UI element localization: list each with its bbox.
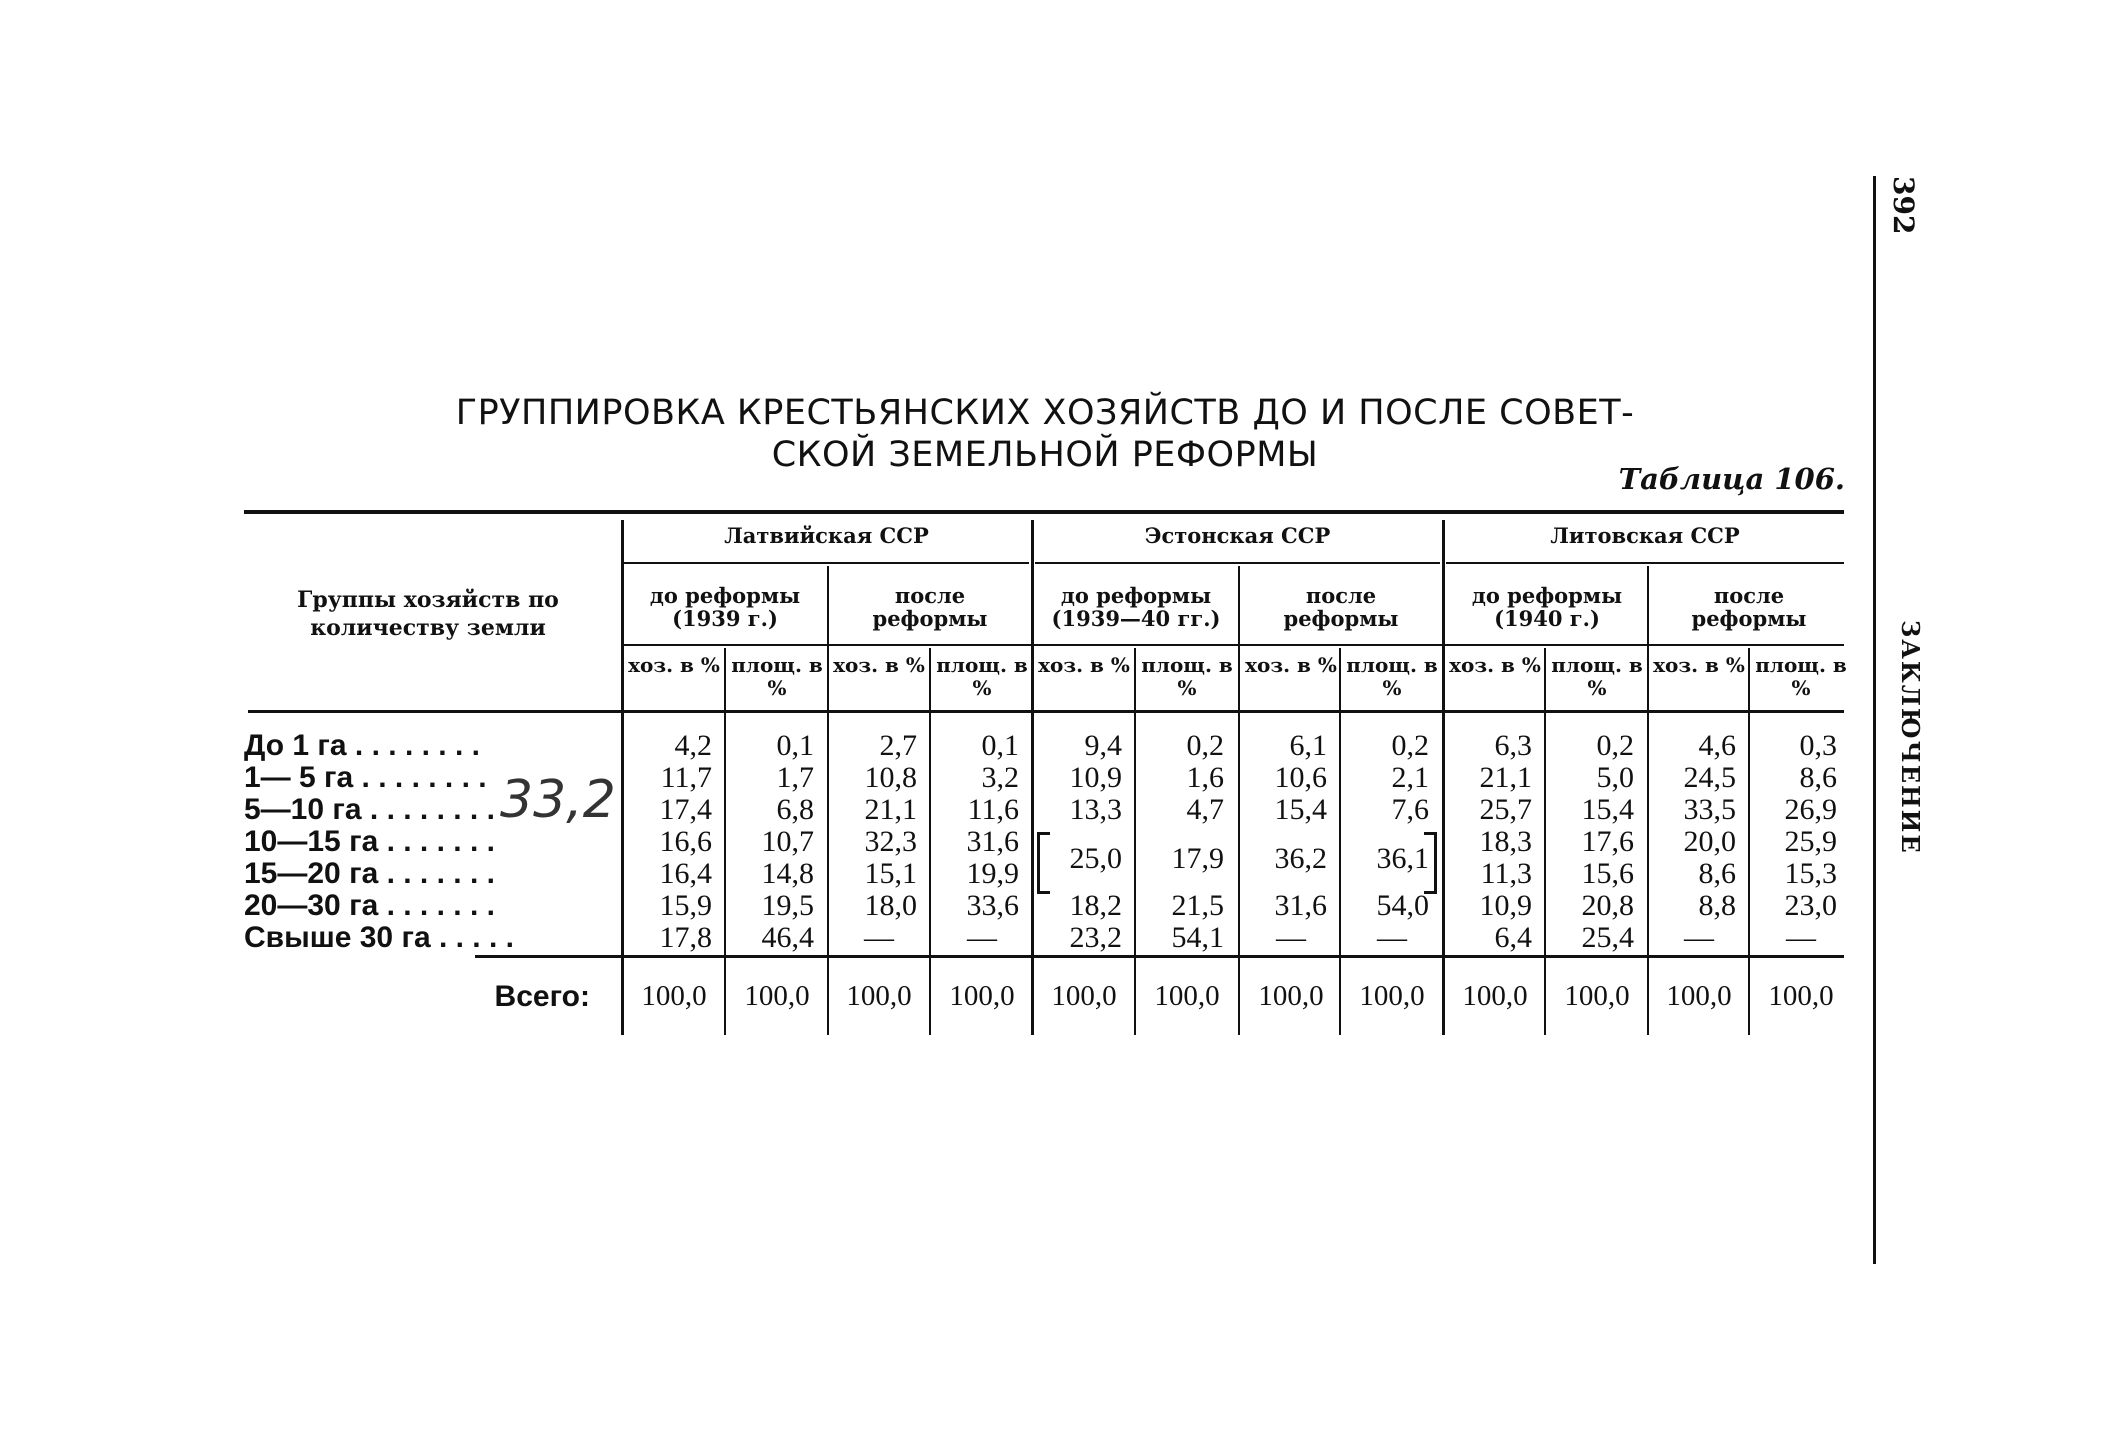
table-cell: 11,3 bbox=[1480, 857, 1532, 890]
period-header: после реформы bbox=[872, 583, 988, 631]
title-line-2: СКОЙ ЗЕМЕЛЬНОЙ РЕФОРМЫ bbox=[771, 435, 1319, 475]
table-cell: 17,4 bbox=[659, 793, 712, 826]
subcol-area: площ. в % bbox=[936, 653, 1028, 700]
table-cell: 13,3 bbox=[1069, 793, 1122, 826]
table-cell: 32,3 bbox=[864, 825, 917, 858]
table-cell: 11,6 bbox=[967, 793, 1019, 826]
table-cell: 25,9 bbox=[1784, 825, 1837, 858]
row-group-header: Группы хозяйств по количеству земли bbox=[297, 587, 559, 641]
table-cell: 23,0 bbox=[1784, 889, 1837, 922]
period-rule bbox=[624, 644, 1844, 646]
table-cell: 31,6 bbox=[966, 825, 1019, 858]
period-header: после реформы bbox=[1691, 583, 1807, 631]
table-cell: 1,6 bbox=[1186, 761, 1224, 794]
table-cell: 5,0 bbox=[1596, 761, 1634, 794]
row-label: До 1 га . . . . . . . . bbox=[244, 730, 480, 761]
table-cell: 7,6 bbox=[1391, 793, 1429, 826]
table-cell: 18,2 bbox=[1069, 889, 1122, 922]
table-cell: 20,8 bbox=[1581, 889, 1634, 922]
total-cell: 100,0 bbox=[1462, 980, 1528, 1012]
total-cell: 100,0 bbox=[744, 980, 810, 1012]
republic-latvia: Латвийская ССР bbox=[724, 523, 929, 548]
table-cell: 3,2 bbox=[981, 761, 1019, 794]
period-header: до реформы (1939—40 гг.) bbox=[1051, 583, 1221, 631]
table-cell: 46,4 bbox=[761, 921, 814, 954]
col-rule bbox=[1134, 648, 1136, 1035]
table-cell: 10,9 bbox=[1069, 761, 1122, 794]
table-cell: 0,2 bbox=[1391, 729, 1429, 762]
table-cell: 2,7 bbox=[879, 729, 917, 762]
total-cell: 100,0 bbox=[1258, 980, 1324, 1012]
subcol-area: площ. в % bbox=[1551, 653, 1643, 700]
table-cell: 4,2 bbox=[674, 729, 712, 762]
table-cell: 54,0 bbox=[1376, 889, 1429, 922]
subcol-farms: хоз. в % bbox=[1245, 653, 1337, 677]
table-cell: 0,1 bbox=[981, 729, 1019, 762]
title-line-1: ГРУППИРОВКА КРЕСТЬЯНСКИХ ХОЗЯЙСТВ ДО И ПОСЛЕ СОВЕТ- bbox=[455, 393, 1635, 433]
table-top-rule bbox=[244, 510, 1844, 514]
table-cell: 6,3 bbox=[1494, 729, 1532, 762]
period-header: до реформы (1940 г.) bbox=[1471, 583, 1623, 631]
republic-estonia: Эстонская ССР bbox=[1144, 523, 1331, 548]
subcol-area: площ. в % bbox=[731, 653, 823, 700]
table-cell: 15,4 bbox=[1274, 793, 1327, 826]
table-cell: 10,8 bbox=[864, 761, 917, 794]
republic-rule-3 bbox=[1446, 562, 1844, 564]
table-cell: — bbox=[1786, 921, 1816, 954]
table-cell: 21,5 bbox=[1171, 889, 1224, 922]
subcol-farms: хоз. в % bbox=[833, 653, 925, 677]
table-cell: 9,4 bbox=[1084, 729, 1122, 762]
table-cell: 0,2 bbox=[1186, 729, 1224, 762]
table-cell: 2,1 bbox=[1391, 761, 1429, 794]
margin-note: 33,2 bbox=[500, 770, 616, 830]
period-header: до реформы (1939 г.) bbox=[649, 583, 801, 631]
totals-rule bbox=[475, 955, 1844, 958]
table-title bbox=[400, 392, 1690, 476]
total-cell: 100,0 bbox=[1666, 980, 1732, 1012]
table-cell: 26,9 bbox=[1784, 793, 1837, 826]
table-cell: 18,3 bbox=[1479, 825, 1532, 858]
row-label: 10—15 га . . . . . . . bbox=[244, 826, 495, 857]
subcol-farms: хоз. в % bbox=[628, 653, 720, 677]
merged-cell: 36,2 bbox=[1274, 842, 1327, 875]
table-cell: 15,3 bbox=[1784, 857, 1837, 890]
merged-cell: 25,0 bbox=[1069, 842, 1122, 875]
table-cell: 16,6 bbox=[659, 825, 712, 858]
total-cell: 100,0 bbox=[1768, 980, 1834, 1012]
table-cell: 33,5 bbox=[1683, 793, 1736, 826]
republic-rule-1 bbox=[624, 562, 1029, 564]
table-cell: 17,6 bbox=[1581, 825, 1634, 858]
table-cell: 19,5 bbox=[761, 889, 814, 922]
total-cell: 100,0 bbox=[949, 980, 1015, 1012]
col-rule bbox=[1339, 648, 1341, 1035]
table-cell: 18,0 bbox=[864, 889, 917, 922]
merged-cell: 17,9 bbox=[1171, 842, 1224, 875]
subcol-area: площ. в % bbox=[1755, 653, 1847, 700]
table-cell: 8,6 bbox=[1799, 761, 1837, 794]
row-label: 1— 5 га . . . . . . . . bbox=[244, 762, 487, 793]
table-cell: 24,5 bbox=[1683, 761, 1736, 794]
header-bottom-rule bbox=[248, 710, 1844, 713]
table-cell: 0,2 bbox=[1596, 729, 1634, 762]
total-cell: 100,0 bbox=[846, 980, 912, 1012]
table-cell: — bbox=[1377, 921, 1407, 954]
row-label: 15—20 га . . . . . . . bbox=[244, 858, 495, 889]
page-number: 392 bbox=[1887, 176, 1920, 235]
total-cell: 100,0 bbox=[1359, 980, 1425, 1012]
table-cell: 8,8 bbox=[1698, 889, 1736, 922]
table-cell: 15,1 bbox=[864, 857, 917, 890]
subcol-farms: хоз. в % bbox=[1449, 653, 1541, 677]
table-cell: 0,1 bbox=[776, 729, 814, 762]
table-cell: 4,7 bbox=[1186, 793, 1224, 826]
merge-bracket bbox=[1424, 832, 1437, 894]
table-cell: 10,6 bbox=[1274, 761, 1327, 794]
row-label: 5—10 га . . . . . . . . bbox=[244, 794, 495, 825]
table-cell: 6,8 bbox=[776, 793, 814, 826]
row-label: Свыше 30 га . . . . . bbox=[244, 922, 514, 953]
table-cell: 20,0 bbox=[1683, 825, 1736, 858]
table-cell: 10,9 bbox=[1479, 889, 1532, 922]
table-cell: 15,4 bbox=[1581, 793, 1634, 826]
table-cell: — bbox=[1684, 921, 1714, 954]
table-cell: 31,6 bbox=[1274, 889, 1327, 922]
merge-bracket bbox=[1037, 832, 1050, 894]
table-cell: 15,6 bbox=[1581, 857, 1634, 890]
table-cell: 15,9 bbox=[659, 889, 712, 922]
table-cell: 14,8 bbox=[761, 857, 814, 890]
republic-rule-2 bbox=[1035, 562, 1440, 564]
merged-cell: 36,1 bbox=[1376, 842, 1429, 875]
margin-rule bbox=[1873, 176, 1876, 1264]
running-head: ЗАКЛЮЧЕНИЕ bbox=[1896, 620, 1925, 855]
row-label: 20—30 га . . . . . . . bbox=[244, 890, 495, 921]
total-cell: 100,0 bbox=[1154, 980, 1220, 1012]
subcol-area: площ. в % bbox=[1346, 653, 1438, 700]
table-cell: 54,1 bbox=[1171, 921, 1224, 954]
table-cell: 8,6 bbox=[1698, 857, 1736, 890]
subcol-farms: хоз. в % bbox=[1038, 653, 1130, 677]
table-cell: 25,7 bbox=[1479, 793, 1532, 826]
table-cell: — bbox=[1276, 921, 1306, 954]
subcol-area: площ. в % bbox=[1141, 653, 1233, 700]
total-cell: 100,0 bbox=[1564, 980, 1630, 1012]
table-cell: 21,1 bbox=[1479, 761, 1532, 794]
table-cell: 25,4 bbox=[1581, 921, 1634, 954]
republic-lithuania: Литовская ССР bbox=[1550, 523, 1740, 548]
table-cell: 19,9 bbox=[966, 857, 1019, 890]
table-cell: 6,1 bbox=[1289, 729, 1327, 762]
period-header: после реформы bbox=[1283, 583, 1399, 631]
total-cell: 100,0 bbox=[641, 980, 707, 1012]
table-cell: 1,7 bbox=[776, 761, 814, 794]
table-cell: 23,2 bbox=[1069, 921, 1122, 954]
table-cell: 33,6 bbox=[966, 889, 1019, 922]
table-cell: 11,7 bbox=[660, 761, 712, 794]
total-label: Всего: bbox=[494, 980, 590, 1013]
table-cell: 4,6 bbox=[1698, 729, 1736, 762]
total-cell: 100,0 bbox=[1051, 980, 1117, 1012]
table-cell: 0,3 bbox=[1799, 729, 1837, 762]
table-cell: 6,4 bbox=[1494, 921, 1532, 954]
subcol-farms: хоз. в % bbox=[1653, 653, 1745, 677]
table-cell: — bbox=[864, 921, 894, 954]
table-cell: 21,1 bbox=[864, 793, 917, 826]
table-cell: — bbox=[967, 921, 997, 954]
table-cell: 17,8 bbox=[659, 921, 712, 954]
table-cell: 10,7 bbox=[761, 825, 814, 858]
table-cell: 16,4 bbox=[659, 857, 712, 890]
table-number: Таблица 106. bbox=[1618, 462, 1845, 496]
